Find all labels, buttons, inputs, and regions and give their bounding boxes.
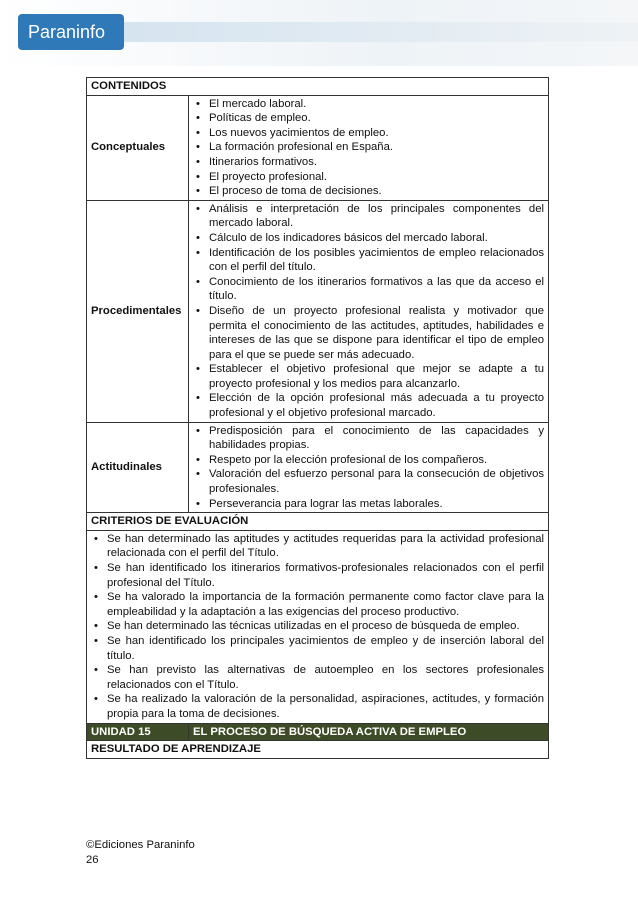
- list-item: • Se han identificado los principales yacimientos de empleo y de inserción laboral del título.: [91, 634, 544, 663]
- list-item: • Respeto por la elección profesional de los compañeros.: [193, 453, 544, 468]
- paraninfo-logo: Paraninfo: [18, 14, 124, 50]
- list-item: • Se ha realizado la valoración de la personalidad, aspiraciones, actitudes, y formación propia para la toma de decisiones.: [91, 692, 544, 721]
- criterios-list: [91, 532, 544, 722]
- list-item: • Se han determinado las aptitudes y actitudes requeridas para la actividad profesional relacionada con el perfil del Título.: [91, 532, 544, 561]
- curriculum-table: [86, 77, 549, 759]
- list-item: • Itinerarios formativos.: [193, 155, 544, 170]
- unidad-row: [87, 723, 549, 741]
- header-banner: [0, 0, 638, 66]
- list-item: • Diseño de un proyecto profesional realista y motivador que permita el conocimiento de las actitudes, aptitudes, habilidades e intereses de las que se dispone para identificar el tipo de empleo para el que se puede ser más adecuado.: [193, 304, 544, 362]
- procedimentales-label: Procedimentales: [87, 200, 189, 422]
- list-item: • Identificación de los posibles yacimientos de empleo relacionados con el perfil del título.: [193, 246, 544, 275]
- procedimentales-list: [193, 202, 544, 421]
- list-item: • Se ha valorado la importancia de la formación permanente como factor clave para la empleabilidad y la adaptación a las exigencias del proceso productivo.: [91, 590, 544, 619]
- list-item: • Elección de la opción profesional más adecuada a tu proyecto profesional y el objetivo profesional marcado.: [193, 391, 544, 420]
- list-item: • Se han determinado las técnicas utilizadas en el proceso de búsqueda de empleo.: [91, 619, 544, 634]
- list-item: • La formación profesional en España.: [193, 140, 544, 155]
- procedimentales-row: [87, 200, 549, 422]
- list-item: • El mercado laboral.: [193, 97, 544, 112]
- list-item: • Se han identificado los itinerarios formativos-profesionales relacionados con el perfil profesional del Título.: [91, 561, 544, 590]
- unidad-label: UNIDAD 15: [87, 723, 189, 741]
- conceptuales-list: [193, 97, 544, 199]
- criterios-heading: CRITERIOS DE EVALUACIÓN: [87, 513, 549, 531]
- conceptuales-label: Conceptuales: [87, 95, 189, 200]
- actitudinales-label: Actitudinales: [87, 422, 189, 513]
- list-item: • Los nuevos yacimientos de empleo.: [193, 126, 544, 141]
- unidad-title: EL PROCESO DE BÚSQUEDA ACTIVA DE EMPLEO: [189, 723, 549, 741]
- contenidos-heading: CONTENIDOS: [87, 78, 549, 96]
- list-item: • Predisposición para el conocimiento de las capacidades y habilidades propias.: [193, 424, 544, 453]
- list-item: • Perseverancia para lograr las metas laborales.: [193, 497, 544, 512]
- actitudinales-row: [87, 422, 549, 513]
- resultado-heading: RESULTADO DE APRENDIZAJE: [87, 741, 549, 759]
- list-item: • Establecer el objetivo profesional que mejor se adapte a tu proyecto profesional y los medios para alcanzarlo.: [193, 362, 544, 391]
- publisher-credit: ©Ediciones Paraninfo: [86, 839, 195, 851]
- header-bar: [124, 22, 638, 42]
- conceptuales-row: [87, 95, 549, 200]
- list-item: • Análisis e interpretación de los principales componentes del mercado laboral.: [193, 202, 544, 231]
- list-item: • Cálculo de los indicadores básicos del mercado laboral.: [193, 231, 544, 246]
- page-footer: [86, 838, 195, 868]
- list-item: • Conocimiento de los itinerarios formativos a las que da acceso el título.: [193, 275, 544, 304]
- list-item: • El proyecto profesional.: [193, 170, 544, 185]
- actitudinales-list: [193, 424, 544, 512]
- list-item: • Se han previsto las alternativas de autoempleo en los sectores profesionales relacionados con el Título.: [91, 663, 544, 692]
- page-number: 26: [86, 854, 99, 866]
- list-item: • Valoración del esfuerzo personal para la consecución de objetivos profesionales.: [193, 467, 544, 496]
- list-item: • El proceso de toma de decisiones.: [193, 184, 544, 199]
- list-item: • Políticas de empleo.: [193, 111, 544, 126]
